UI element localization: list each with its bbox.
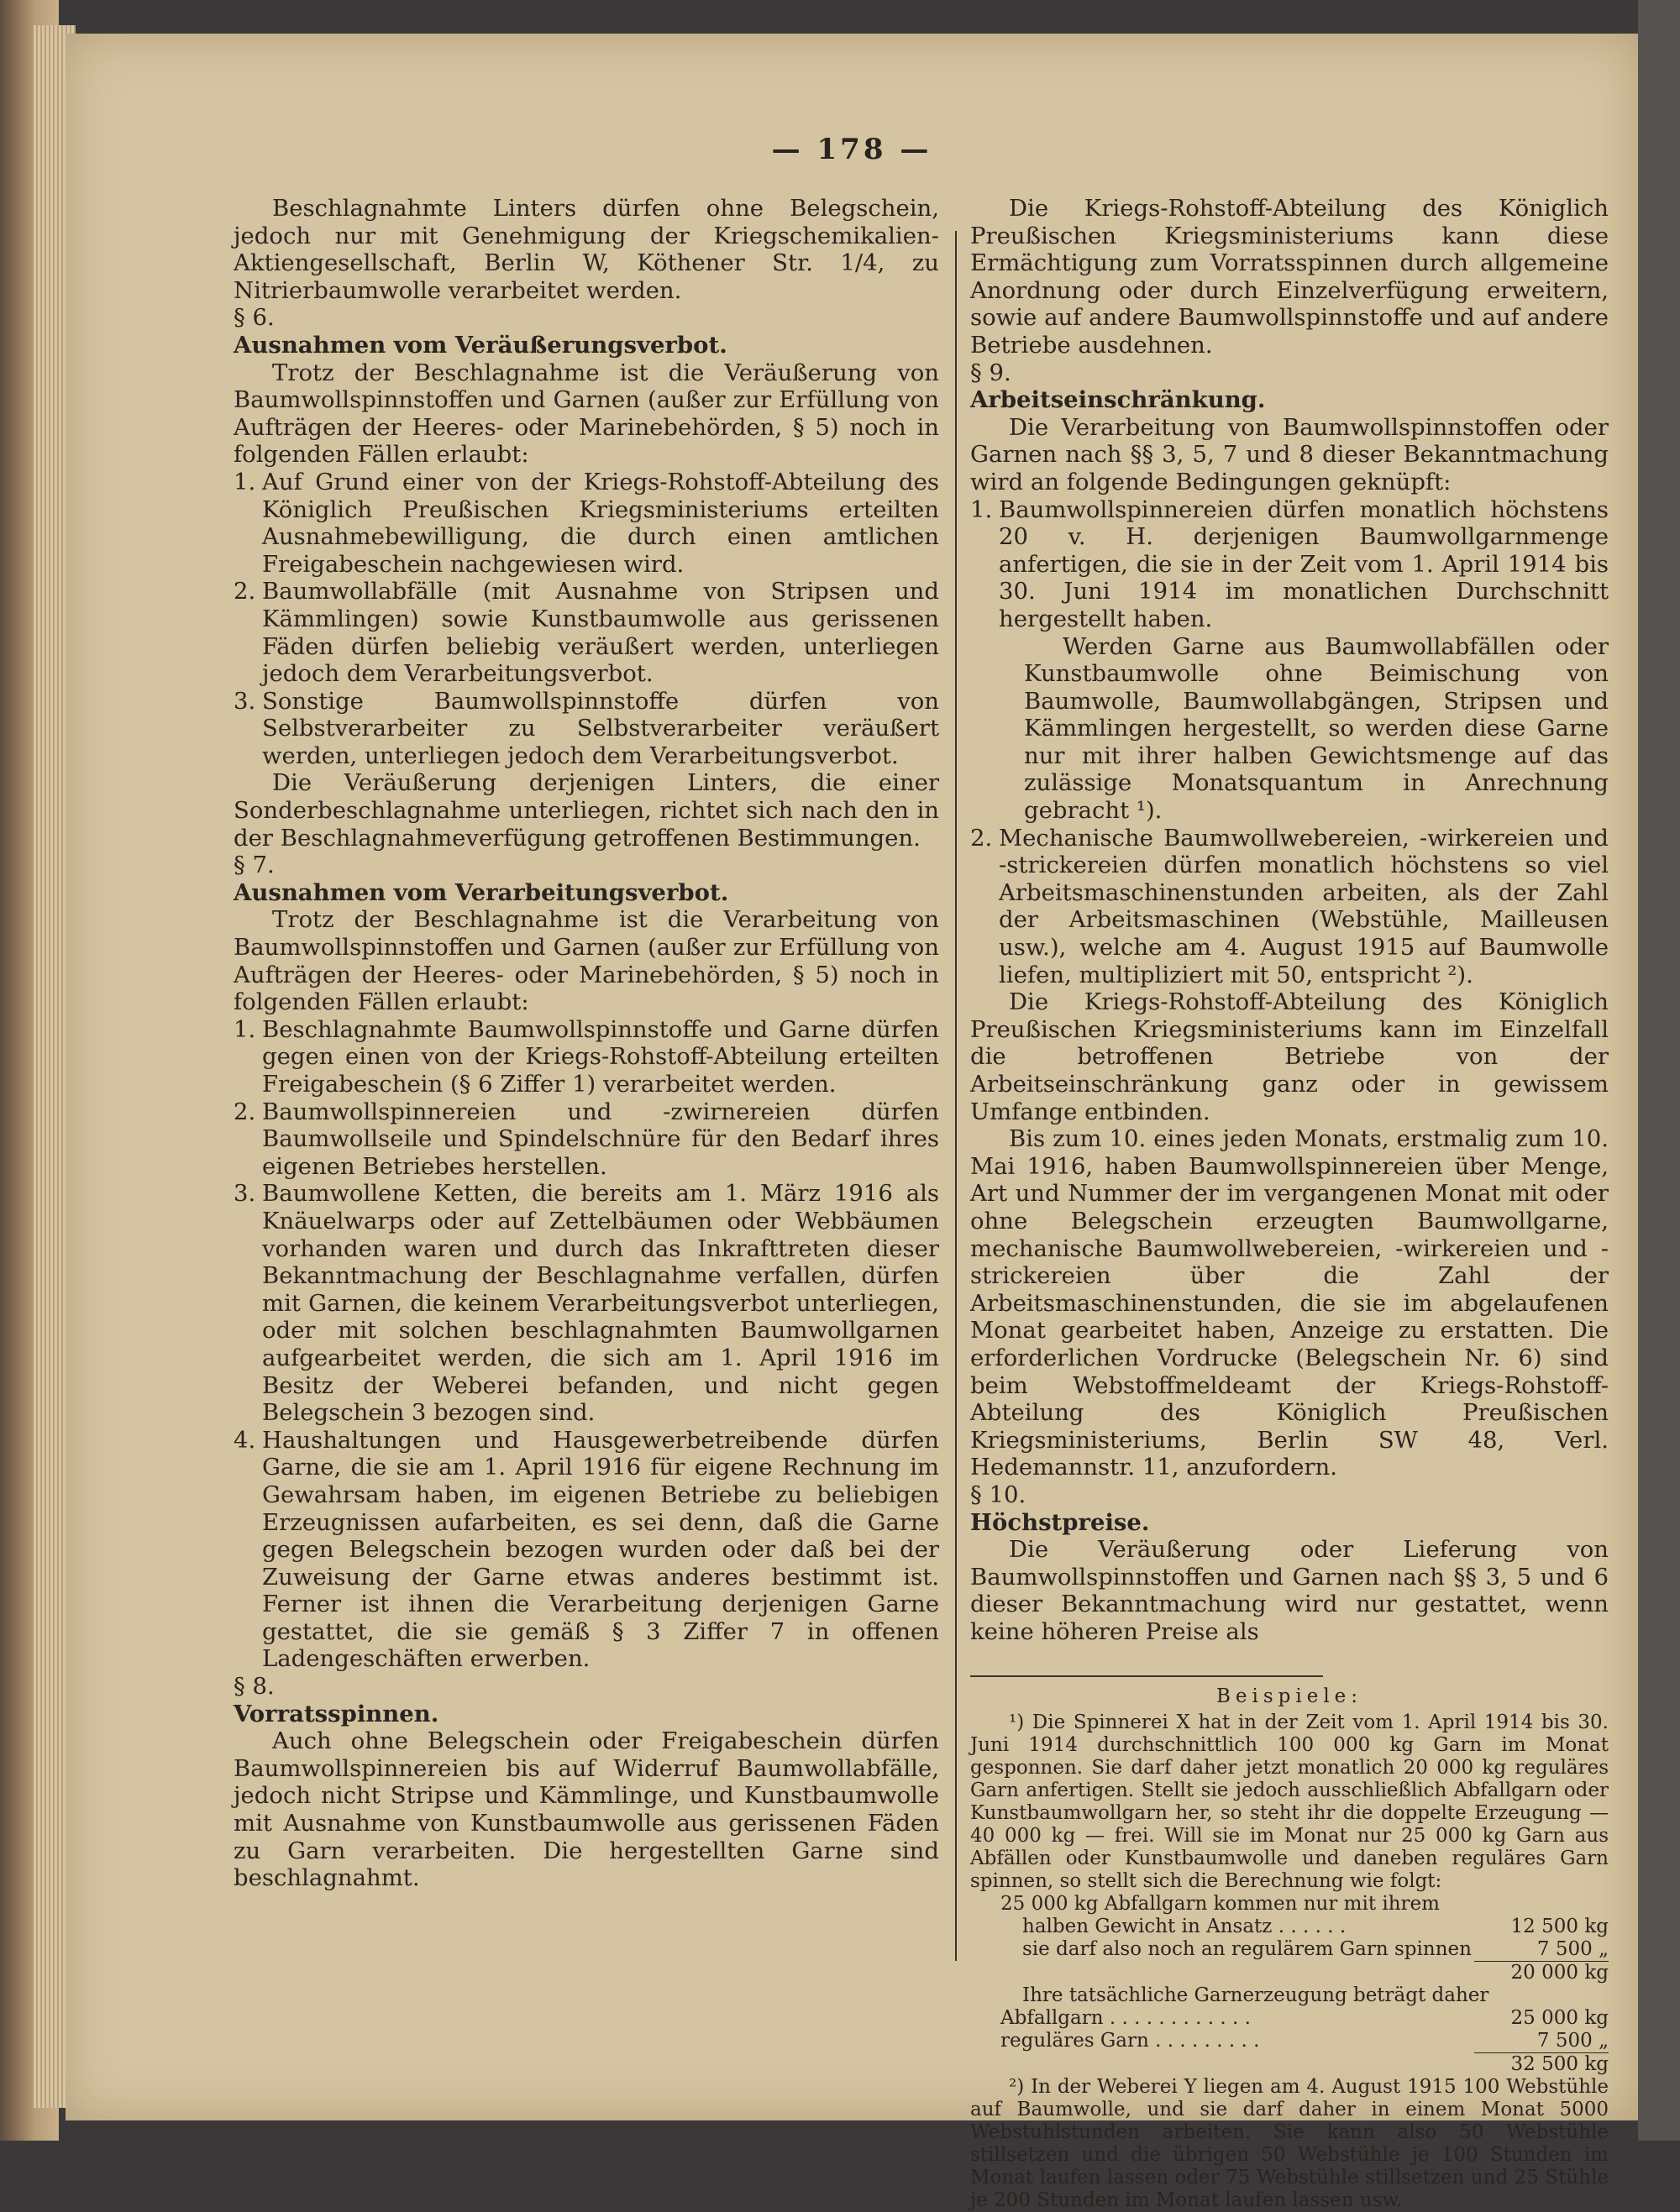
calc-text: 25 000 kg Abfallgarn kommen nur mit ihrem [1000,1893,1440,1916]
column-divider [955,231,957,1961]
right-column [970,195,1609,2212]
calc-line [970,1916,1609,1938]
list-item [234,1098,939,1181]
list-item [234,1180,939,1426]
section-heading: Vorratsspinnen. [234,1700,439,1727]
list-number: 3. [234,1180,256,1208]
list-text: Baumwollspinnereien dürfen monatlich höchstens 20 v. H. derjenigen Baumwollgarnmenge anfertigen, die sie in der Zeit vom 1. April 1914 bis 30. Juni 1914 im monatlichen Durchschnitt hergestellt haben. [999,495,1609,632]
calc-line [970,2053,1609,2076]
calc-line [970,1984,1609,2007]
paragraph: Die Veräußerung derjenigen Linters, die einer Sonderbeschlagnahme unterliegen, richtet sich nach den in der Beschlagnahmeverfügung getroffenen Bestimmungen. [234,769,939,852]
list-item [234,688,939,770]
paragraph: Werden Garne aus Baumwollabfällen oder Kunstbaumwolle ohne Beimischung von Baumwolle, Baumwollabgängen, Stripsen und Kämmlingen hergestellt, so werden diese Garne nur mit ihrer halben Gewichtsmenge auf das zulässige Monatsquantum in Anrechnung gebracht ¹). [1024,632,1609,825]
list-text: Haushaltungen und Hausgewerbetreibende dürfen Garne, die sie am 1. April 1916 für eigene Rechnung im Gewahrsam haben, im eigenen Betriebe zu beliebigen Erzeugnissen aufarbeiten, es sei denn, daß die Garne gegen Belegschein bezogen wurden oder daß bei der Zuweisung der Garne etwas anderes bestimmt ist. Ferner ist ihnen die Verarbeitung derjenigen Garne gestattet, die sie gemäß § 3 Ziffer 7 in offenen Ladengeschäften erwerben. [262,1426,939,1673]
list-item [970,825,1609,989]
list-number: 1. [234,1015,256,1043]
section-number: § 10. [970,1481,1026,1508]
paragraph: Trotz der Beschlagnahme ist die Veräußerung von Baumwollspinnstoffen und Garnen (außer zur Erfüllung von Aufträgen der Heeres- oder Marinebehörden, § 5) noch in folgenden Fällen erlaubt: [234,359,939,469]
footnote: ¹) Die Spinnerei X hat in der Zeit vom 1. April 1914 bis 30. Juni 1914 durchschnittlich 100 000 kg Garn im Monat gesponnen. Sie darf daher jetzt monatlich 20 000 kg reguläres Garn anfertigen. Stellt sie jedoch ausschließlich Abfallgarn oder Kunstbaumwollgarn her, so steht ihr die doppelte Erzeugung — 40 000 kg — frei. Will sie im Monat nur 25 000 kg Garn aus Abfällen oder Kunstbaumwolle und daneben reguläres Garn spinnen, so stellt sich die Berechnung wie folgt: [970,1711,1609,1893]
list-item [234,578,939,687]
footnote-divider [970,1675,1323,1677]
section-heading: Höchstpreise. [970,1508,1150,1536]
calc-text: Ihre tatsächliche Garnerzeugung beträgt daher [1022,1984,1489,2007]
list-number: 2. [970,824,993,852]
list-number: 3. [234,687,256,715]
list-text: Mechanische Baumwollwebereien, -wirkereien und -strickereien dürfen monatlich höchstens so viel Arbeitsmaschinenstunden arbeiten, als der Zahl der Arbeitsmaschinen (Webstühle, Mailleusen usw.), welche am 4. August 1915 auf Baumwolle liefen, multipliziert mit 50, entspricht ²). [999,824,1609,988]
paragraph: Die Kriegs-Rohstoff-Abteilung des Königlich Preußischen Kriegsministeriums kann im Einzelfall die betroffenen Betriebe von der Arbeitseinschränkung ganz oder in gewissem Umfange entbinden. [970,988,1609,1125]
paragraph: Die Veräußerung oder Lieferung von Baumwollspinnstoffen und Garnen nach §§ 3, 5 und 6 dieser Bekanntmachung wird nur gestattet, wenn keine höheren Preise als [970,1536,1609,1645]
list-text: Baumwollabfälle (mit Ausnahme von Stripsen und Kämmlingen) sowie Kunstbaumwolle aus gerissenen Fäden dürfen beliebig veräußert werden, unterliegen jedoch dem Verarbeitungsverbot. [262,578,939,688]
section-heading: Ausnahmen vom Veräußerungsverbot. [234,331,727,359]
calc-line [970,1962,1609,1984]
calc-line [970,1938,1609,1962]
section-number: § 9. [970,359,1011,386]
calc-total: 32 500 kg [1510,2053,1609,2076]
list-number: 1. [234,468,256,495]
calc-line [970,1893,1609,1916]
calc-text: sie darf also noch an regulärem Garn spinnen [1022,1938,1472,1961]
list-number: 2. [234,578,256,605]
calc-text: halben Gewicht in Ansatz . . . . . . [1022,1916,1347,1938]
paragraph: Die Verarbeitung von Baumwollspinnstoffen oder Garnen nach §§ 3, 5, 7 und 8 dieser Bekanntmachung wird an folgende Bedingungen geknüpft: [970,413,1609,495]
list-text: Sonstige Baumwollspinnstoffe dürfen von Selbstverarbeiter zu Selbstverarbeiter veräußert werden, unterliegen jedoch dem Verarbeitungsverbot. [262,687,939,769]
calc-line [970,2030,1609,2053]
calc-amount: 7 500 „ [1474,2030,1609,2053]
footnote-title: Beispiele: [1215,1685,1363,1708]
calc-total: 20 000 kg [1510,1962,1609,1984]
calc-amount: 7 500 „ [1474,1938,1609,1962]
list-text: Beschlagnahmte Baumwollspinnstoffe und Garne dürfen gegen einen von der Kriegs-Rohstoff-Abteilung erteilten Freigabeschein (§ 6 Ziffer 1) verarbeitet werden. [262,1015,939,1098]
list-number: 1. [970,495,993,523]
list-number: 4. [234,1426,256,1454]
paragraph: Beschlagnahmte Linters dürfen ohne Belegschein, jedoch nur mit Genehmigung der Kriegschemikalien-Aktiengesellschaft, Berlin W, Köthener Str. 1/4, zu Nitrierbaumwolle verarbeitet werden. [234,195,939,304]
section-heading: Arbeitseinschränkung. [970,386,1266,414]
calc-text: reguläres Garn . . . . . . . . . [1000,2030,1260,2052]
list-text: Baumwollspinnereien und -zwirnereien dürfen Baumwollseile und Spindelschnüre für den Bedarf ihres eigenen Betriebes herstellen. [262,1098,939,1180]
section-number: § 6. [234,304,275,332]
document-page [66,34,1638,2212]
list-text: Baumwollene Ketten, die bereits am 1. März 1916 als Knäuelwarps oder auf Zettelbäumen oder Webbäumen vorhanden waren und durch das Inkrafttreten dieser Bekanntmachung der Beschlagnahme verfallen, dürfen mit Garnen, die keinem Verarbeitungsverbot unterliegen, oder mit solchen beschlagnahmten Baumwollgarnen aufgearbeitet werden, die sich am 1. April 1916 im Besitz der Weberei befanden, und nicht gegen Belegschein 3 bezogen sind. [262,1180,939,1427]
list-item [234,1427,939,1673]
paragraph: Auch ohne Belegschein oder Freigabeschein dürfen Baumwollspinnereien bis auf Widerruf Baumwollabfälle, jedoch nicht Stripse und Kämmlinge, und Kunstbaumwolle mit Ausnahme von Kunstbaumwolle aus gerissenen Fäden zu Garn verarbeiten. Die hergestellten Garne sind beschlagnahmt. [234,1727,939,1892]
paragraph: Bis zum 10. eines jeden Monats, erstmalig zum 10. Mai 1916, haben Baumwollspinnereien über Menge, Art und Nummer der im vergangenen Monat mit oder ohne Belegschein erzeugten Baumwollgarne, mechanische Baumwollwebereien, -wirkereien und -strickereien über die Zahl der Arbeitsmaschinenstunden, die sie im abgelaufenen Monat gearbeitet haben, Anzeige zu erstatten. Die erforderlichen Vordrucke (Belegschein Nr. 6) sind beim Webstoffmeldeamt der Kriegs-Rohstoff-Abteilung des Königlich Preußischen Kriegsministeriums, Berlin SW 48, Verl. Hedemannstr. 11, anzufordern. [970,1125,1609,1481]
section-heading: Ausnahmen vom Verarbeitungsverbot. [234,878,729,906]
footnotes [970,1685,1609,2212]
list-item [234,469,939,578]
footnote: ²) In der Weberei Y liegen am 4. August 1915 100 Webstühle auf Baumwolle, und sie darf daher in einem Monat 5000 Webstuhlstunden arbeiten. Sie kann also 50 Webstühle stillsetzen und die übrigen 50 Webstühle je 100 Stunden im Monat laufen lassen oder 75 Webstühle stillsetzen und 25 Stühle je 200 Stunden im Monat laufen lassen usw. [970,2076,1609,2212]
section-number: § 8. [234,1673,275,1701]
list-text: Auf Grund einer von der Kriegs-Rohstoff-Abteilung des Königlich Preußischen Kriegsministeriums erteilten Ausnahmebewilligung, die durch einen amtlichen Freigabeschein nachgewiesen wird. [262,468,939,578]
page-number: — 178 — [771,133,932,166]
background [1638,0,1680,2141]
left-column [234,195,939,1892]
list-number: 2. [234,1098,256,1125]
calc-amount: 12 500 kg [1510,1916,1609,1938]
section-number: § 7. [234,852,275,879]
calc-line [970,2007,1609,2030]
paragraph: Die Kriegs-Rohstoff-Abteilung des Königlich Preußischen Kriegsministeriums kann diese Ermächtigung zum Vorratsspinnen durch allgemeine Anordnung oder durch Einzelverfügung erweitern, sowie auf andere Baumwollspinnstoffe und auf andere Betriebe ausdehnen. [970,195,1609,359]
paragraph: Trotz der Beschlagnahme ist die Verarbeitung von Baumwollspinnstoffen und Garnen (außer zur Erfüllung von Aufträgen der Heeres- oder Marinebehörden, § 5) noch in folgenden Fällen erlaubt: [234,906,939,1016]
list-item [234,1016,939,1098]
list-item [970,496,1609,633]
calc-amount: 25 000 kg [1510,2007,1609,2030]
calc-text: Abfallgarn . . . . . . . . . . . . [1000,2007,1251,2030]
